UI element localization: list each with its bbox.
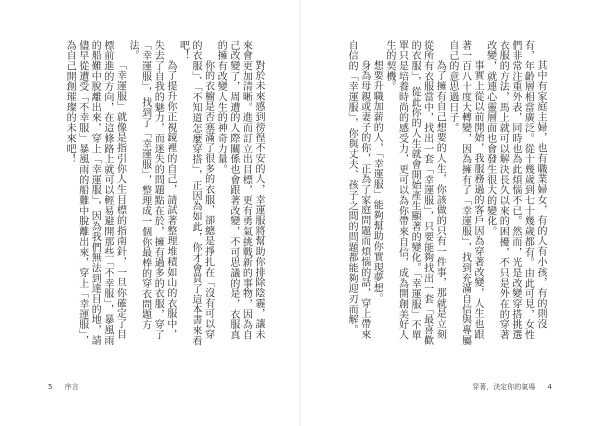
right-paragraph: 想要升職加薪的人，「幸運服」能夠幫助你實現夢想。: [371, 60, 383, 304]
left-paragraph: 「幸運服」就像是指引你人生目標的指南針，一旦你確定了目標前進的方向，在這條路上就可以輕易避開那些「不幸服」，暴風雨的船難中脫離出來，穿上「幸運服」，因為我們無法到達目的地，請儘早從遭受「不幸服」暴風雨的船難中脫離出來，穿上「幸運服」，為自己開創璀璨的未來吧！: [64, 40, 126, 346]
left-running-header: 序言: [64, 383, 79, 391]
left-paragraph: 你的衣櫥是否塞滿了很多的衣服，卻總是掙扎在「沒有可以穿的衣服」、「不知道怎麼穿搭」，正因為如此，你才會買了這本書來看吧！: [177, 40, 214, 346]
right-paragraph: 身為母親或妻子的你，正為了家庭問題而煩惱的話，穿上帶來自信的「幸運服」，你與丈夫、孩子之間的問題都能夠迎刃而解。: [346, 40, 370, 340]
right-paragraph: 事實上從以前開始，我服務過的客戶因為穿著改變，人生也跟著一百八十度大轉變，因為擁有了「幸運服」，找到充滿自信與專屬自己的意思過日子。: [446, 40, 484, 346]
right-page-number: 4: [547, 383, 552, 391]
right-paragraph: 其中有家庭主婦，也有職業婦女，有的人有小孩，有的則沒有，年齡層相當廣泛。從十幾歲到七十幾歲都有。由此可見，女性們非常注重外表，同時也為此煩惱不已。然而，光是改變穿搭挑選衣服的方法，馬上就可以解決長久以來的困擾，不只是外在的穿著改變，就連心靈層面也會發生很大的變化。: [484, 40, 546, 341]
left-page-footer: [48, 382, 79, 392]
left-page-body: [64, 40, 264, 346]
left-page-number: 5: [48, 383, 53, 391]
left-paragraph: 為了提升你正視鏡裡的自己，請試著整理堆積如山的衣服中，失去了自我的魅力，而迷失的問題點在於，擁有過多的衣服，穿了「幸運服」，找到了「幸運服」，整理成一個你最棒的穿衣問題方法。: [127, 40, 176, 341]
right-running-header: 穿著，決定你的氣場: [472, 383, 536, 391]
right-page-body: [296, 40, 546, 346]
left-paragraph: 對於未來感到徬徨不安的人，幸運服將幫助你排除陰霾，讓未來會更加清晰。進而訂立出目標，更有勇氣挑戰新的事物，因為自己改變了，周遭的人際關係也會跟著改變，不可思議的是，衣服真的擁有改變人生的神奇力量。: [215, 40, 264, 341]
right-paragraph: 為了擁有自己想要的人生，你該做的只有一件事，那就是立刻從所有衣服當中，找出一套「幸運服」，只要能夠找出一套「最喜歡的衣服」，從此你的人生就會開始產生顯著的變化。「幸運服」不單單只是培養時尚的感受力，更可以為你帶來自信，成為開創美好人生的契機。: [383, 40, 446, 346]
right-page-footer: [472, 382, 552, 392]
